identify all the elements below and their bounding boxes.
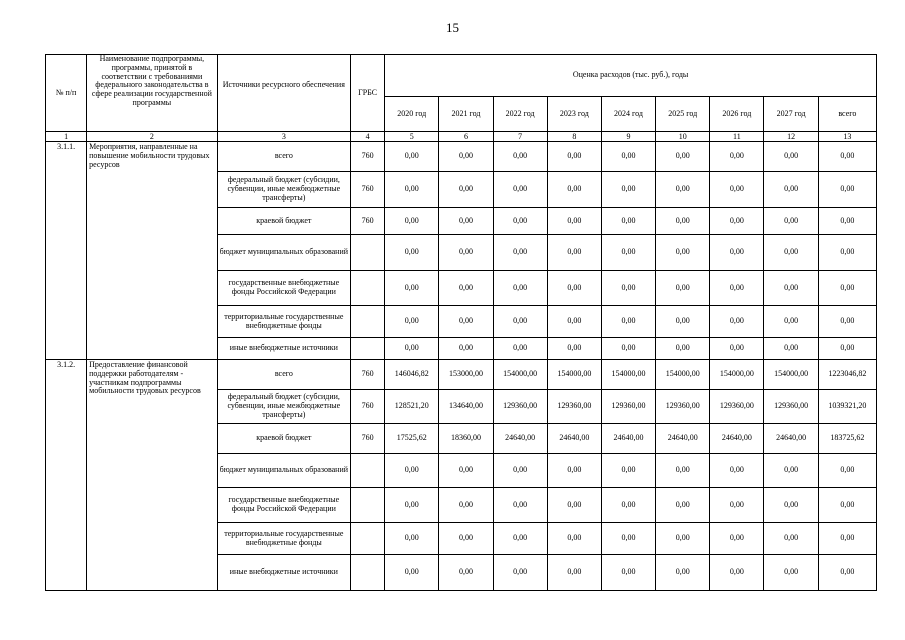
amount-cell: 0,00 [601,235,655,271]
amount-cell: 154000,00 [764,360,818,390]
header-source: Источники ресурсного обеспечения [217,55,350,132]
grbs-code [351,271,385,306]
amount-cell: 0,00 [764,208,818,235]
amount-cell: 0,00 [385,488,439,523]
budget-table [45,54,877,591]
amount-cell: 24640,00 [601,424,655,454]
amount-cell: 0,00 [710,235,764,271]
amount-cell: 0,00 [601,306,655,338]
amount-cell: 0,00 [818,142,876,172]
amount-cell: 0,00 [493,488,547,523]
amount-cell: 0,00 [385,338,439,360]
amount-cell: 0,00 [385,271,439,306]
amount-cell: 0,00 [710,208,764,235]
amount-cell: 0,00 [601,523,655,555]
funding-source: федеральный бюджет (субсидии, субвенции, иные межбюджетные трансферты) [217,172,350,208]
funding-source: территориальные государственные внебюджетные фонды [217,306,350,338]
grbs-code [351,523,385,555]
amount-cell: 146046,82 [385,360,439,390]
grbs-code [351,338,385,360]
amount-cell: 0,00 [601,208,655,235]
amount-cell: 0,00 [656,306,710,338]
amount-cell: 154000,00 [493,360,547,390]
grbs-code [351,454,385,488]
column-number: 11 [710,132,764,142]
grbs-code [351,235,385,271]
amount-cell: 0,00 [547,208,601,235]
amount-cell: 0,00 [493,306,547,338]
amount-cell: 0,00 [818,523,876,555]
amount-cell: 0,00 [547,338,601,360]
header-year: 2020 год [385,97,439,132]
header-no: № п/п [46,55,87,132]
funding-source: иные внебюджетные источники [217,555,350,591]
amount-cell: 0,00 [818,306,876,338]
amount-cell: 24640,00 [656,424,710,454]
amount-cell: 0,00 [493,271,547,306]
header-year: 2026 год [710,97,764,132]
amount-cell: 0,00 [818,208,876,235]
amount-cell: 0,00 [710,172,764,208]
amount-cell: 0,00 [764,271,818,306]
grbs-code: 760 [351,172,385,208]
amount-cell: 0,00 [439,208,493,235]
header-row-1 [46,55,877,97]
funding-source: государственные внебюджетные фонды Российской Федерации [217,488,350,523]
amount-cell: 0,00 [656,142,710,172]
amount-cell: 0,00 [547,454,601,488]
column-number: 1 [46,132,87,142]
amount-cell: 0,00 [656,338,710,360]
amount-cell: 0,00 [656,172,710,208]
amount-cell: 0,00 [385,555,439,591]
amount-cell: 0,00 [764,306,818,338]
amount-cell: 0,00 [439,488,493,523]
amount-cell: 0,00 [764,172,818,208]
amount-cell: 0,00 [764,523,818,555]
grbs-code: 760 [351,424,385,454]
amount-cell: 0,00 [439,271,493,306]
amount-cell: 128521,20 [385,390,439,424]
amount-cell: 153000,00 [439,360,493,390]
amount-cell: 0,00 [710,488,764,523]
amount-cell: 0,00 [493,523,547,555]
grbs-code [351,488,385,523]
amount-cell: 17525,62 [385,424,439,454]
amount-cell: 0,00 [547,271,601,306]
amount-cell: 0,00 [493,208,547,235]
column-number: 3 [217,132,350,142]
amount-cell: 0,00 [601,142,655,172]
section-name: Мероприятия, направленные на повышение мобильности трудовых ресурсов [87,142,217,360]
amount-cell: 0,00 [547,172,601,208]
amount-cell: 154000,00 [547,360,601,390]
amount-cell: 0,00 [493,172,547,208]
amount-cell: 0,00 [385,235,439,271]
column-number: 12 [764,132,818,142]
table-row [46,142,877,172]
amount-cell: 18360,00 [439,424,493,454]
amount-cell: 129360,00 [656,390,710,424]
amount-cell: 0,00 [818,454,876,488]
amount-cell: 0,00 [601,555,655,591]
amount-cell: 0,00 [710,338,764,360]
header-year: 2021 год [439,97,493,132]
header-estimate: Оценка расходов (тыс. руб.), годы [385,55,877,97]
amount-cell: 0,00 [601,454,655,488]
amount-cell: 0,00 [547,235,601,271]
amount-cell: 0,00 [493,555,547,591]
amount-cell: 129360,00 [764,390,818,424]
amount-cell: 129360,00 [710,390,764,424]
amount-cell: 0,00 [439,338,493,360]
header-year: 2022 год [493,97,547,132]
section-name: Предоставление финансовой поддержки работодателям - участникам подпрограммы мобильности трудовых ресурсов [87,360,217,591]
amount-cell: 0,00 [439,523,493,555]
section-number: 3.1.2. [46,360,87,591]
grbs-code: 760 [351,390,385,424]
amount-cell: 154000,00 [710,360,764,390]
column-number: 5 [385,132,439,142]
amount-cell: 0,00 [710,142,764,172]
amount-cell: 0,00 [764,454,818,488]
header-grbs: ГРБС [351,55,385,132]
amount-cell: 0,00 [710,306,764,338]
grbs-code [351,306,385,338]
amount-cell: 0,00 [601,271,655,306]
section-number: 3.1.1. [46,142,87,360]
amount-cell: 0,00 [547,523,601,555]
column-number: 2 [87,132,217,142]
grbs-code: 760 [351,208,385,235]
table-body [46,142,877,591]
funding-source: бюджет муниципальных образований [217,235,350,271]
amount-cell: 0,00 [439,235,493,271]
amount-cell: 0,00 [818,235,876,271]
amount-cell: 0,00 [764,142,818,172]
amount-cell: 0,00 [601,488,655,523]
amount-cell: 0,00 [710,271,764,306]
amount-cell: 0,00 [818,555,876,591]
funding-source: краевой бюджет [217,208,350,235]
amount-cell: 0,00 [439,142,493,172]
column-number: 10 [656,132,710,142]
amount-cell: 0,00 [385,142,439,172]
amount-cell: 24640,00 [710,424,764,454]
funding-source: федеральный бюджет (субсидии, субвенции, иные межбюджетные трансферты) [217,390,350,424]
column-number: 4 [351,132,385,142]
amount-cell: 0,00 [493,235,547,271]
funding-source: государственные внебюджетные фонды Российской Федерации [217,271,350,306]
amount-cell: 0,00 [439,306,493,338]
header-year: 2024 год [601,97,655,132]
amount-cell: 134640,00 [439,390,493,424]
amount-cell: 0,00 [818,488,876,523]
amount-cell: 0,00 [439,454,493,488]
amount-cell: 0,00 [764,235,818,271]
funding-source: краевой бюджет [217,424,350,454]
page-number: 15 [446,20,459,35]
amount-cell: 183725,62 [818,424,876,454]
amount-cell: 0,00 [710,454,764,488]
amount-cell: 0,00 [547,306,601,338]
amount-cell: 0,00 [818,271,876,306]
amount-cell: 0,00 [710,523,764,555]
amount-cell: 0,00 [547,555,601,591]
amount-cell: 129360,00 [493,390,547,424]
amount-cell: 24640,00 [764,424,818,454]
header-name: Наименование подпрограммы, программы, принятой в соответствии с требованиями федерального законодательства в сфере реализации государственной программы [87,55,217,132]
funding-source: всего [217,142,350,172]
grbs-code: 760 [351,142,385,172]
grbs-code: 760 [351,360,385,390]
amount-cell: 0,00 [493,454,547,488]
column-number: 6 [439,132,493,142]
amount-cell: 0,00 [818,338,876,360]
amount-cell: 129360,00 [547,390,601,424]
amount-cell: 0,00 [385,306,439,338]
amount-cell: 0,00 [601,172,655,208]
header-row-column-numbers [46,132,877,142]
amount-cell: 0,00 [656,523,710,555]
funding-source: бюджет муниципальных образований [217,454,350,488]
amount-cell: 0,00 [656,235,710,271]
column-number: 7 [493,132,547,142]
amount-cell: 0,00 [385,172,439,208]
amount-cell: 0,00 [493,338,547,360]
header-year: 2025 год [656,97,710,132]
column-number: 9 [601,132,655,142]
amount-cell: 0,00 [764,488,818,523]
amount-cell: 0,00 [547,142,601,172]
funding-source: всего [217,360,350,390]
column-number: 13 [818,132,876,142]
amount-cell: 0,00 [493,142,547,172]
amount-cell: 24640,00 [493,424,547,454]
funding-source: иные внебюджетные источники [217,338,350,360]
amount-cell: 154000,00 [656,360,710,390]
grbs-code [351,555,385,591]
amount-cell: 129360,00 [601,390,655,424]
amount-cell: 0,00 [764,338,818,360]
amount-cell: 0,00 [818,172,876,208]
amount-cell: 0,00 [385,454,439,488]
amount-cell: 0,00 [656,208,710,235]
amount-cell: 0,00 [656,555,710,591]
header-year: 2027 год [764,97,818,132]
amount-cell: 0,00 [547,488,601,523]
amount-cell: 154000,00 [601,360,655,390]
amount-cell: 0,00 [656,271,710,306]
funding-source: территориальные государственные внебюджетные фонды [217,523,350,555]
amount-cell: 0,00 [656,488,710,523]
amount-cell: 1039321,20 [818,390,876,424]
amount-cell: 0,00 [710,555,764,591]
amount-cell: 0,00 [439,555,493,591]
table-row [46,360,877,390]
column-number: 8 [547,132,601,142]
amount-cell: 0,00 [385,208,439,235]
amount-cell: 0,00 [656,454,710,488]
header-year: 2023 год [547,97,601,132]
header-year: всего [818,97,876,132]
amount-cell: 1223046,82 [818,360,876,390]
amount-cell: 0,00 [764,555,818,591]
amount-cell: 0,00 [385,523,439,555]
amount-cell: 0,00 [601,338,655,360]
amount-cell: 0,00 [439,172,493,208]
amount-cell: 24640,00 [547,424,601,454]
